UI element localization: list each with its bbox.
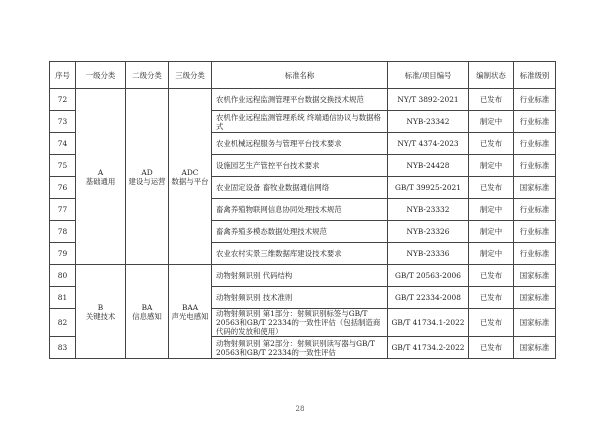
name-cell: 农业固定设备 畜牧业数据通信网络 (212, 177, 388, 199)
seq-cell: 78 (50, 221, 76, 243)
seq-cell: 77 (50, 199, 76, 221)
seq-cell: 82 (50, 309, 76, 337)
header-code: 标准/项目编号 (388, 62, 469, 89)
level-cell: 行业标准 (514, 133, 556, 155)
seq-cell: 80 (50, 265, 76, 287)
code-cell: NYB-23336 (388, 243, 469, 265)
code-cell: NYB-23326 (388, 221, 469, 243)
name-cell: 农机作业远程监测管理系统 终端通信协议与数据格式 (212, 111, 388, 133)
level-cell: 行业标准 (514, 221, 556, 243)
header-row (50, 62, 556, 89)
level-cell: 行业标准 (514, 155, 556, 177)
code-cell: NYB-24428 (388, 155, 469, 177)
seq-cell: 81 (50, 287, 76, 309)
status-cell: 制定中 (469, 221, 514, 243)
group-cat3-cell: ADC 数据与平台 (169, 89, 212, 265)
status-cell: 制定中 (469, 199, 514, 221)
code-cell: NYB-23332 (388, 199, 469, 221)
status-cell: 已发布 (469, 287, 514, 309)
level-cell: 国家标准 (514, 177, 556, 199)
header-status: 编制状态 (469, 62, 514, 89)
seq-cell: 75 (50, 155, 76, 177)
header-cat1: 一级分类 (76, 62, 126, 89)
code-cell: NYB-23342 (388, 111, 469, 133)
seq-cell: 83 (50, 337, 76, 359)
name-cell: 畜禽养殖多模态数据处理技术规范 (212, 221, 388, 243)
group-cat2-cell: BA 信息感知 (126, 265, 169, 359)
header-cat3: 三级分类 (169, 62, 212, 89)
seq-cell: 79 (50, 243, 76, 265)
status-cell: 已发布 (469, 133, 514, 155)
level-cell: 行业标准 (514, 89, 556, 111)
level-cell: 国家标准 (514, 309, 556, 337)
level-cell: 行业标准 (514, 199, 556, 221)
header-cat2: 二级分类 (126, 62, 169, 89)
level-cell: 国家标准 (514, 265, 556, 287)
level-cell: 行业标准 (514, 111, 556, 133)
page-number: 28 (295, 405, 305, 413)
status-cell: 已发布 (469, 89, 514, 111)
status-cell: 制定中 (469, 155, 514, 177)
seq-cell: 73 (50, 111, 76, 133)
standards-table (49, 61, 556, 359)
name-cell: 农业农村实景三维数据库建设技术要求 (212, 243, 388, 265)
header-name: 标准名称 (212, 62, 388, 89)
code-cell: NY/T 4374-2023 (388, 133, 469, 155)
status-cell: 已发布 (469, 177, 514, 199)
status-cell: 制定中 (469, 243, 514, 265)
group-cat3-cell: BAA 声光电感知 (169, 265, 212, 359)
group-cat1-cell: A 基础通用 (76, 89, 126, 265)
name-cell: 动物射频识别 技术准则 (212, 287, 388, 309)
level-cell: 行业标准 (514, 243, 556, 265)
level-cell: 国家标准 (514, 287, 556, 309)
header-seq: 序号 (50, 62, 76, 89)
name-cell: 农业机械远程服务与管理平台技术要求 (212, 133, 388, 155)
group-cat2-cell: AD 建设与运营 (126, 89, 169, 265)
name-cell: 畜禽养殖物联网信息协同处理技术规范 (212, 199, 388, 221)
status-cell: 已发布 (469, 309, 514, 337)
table-row (50, 89, 556, 111)
code-cell: GB/T 20563-2006 (388, 265, 469, 287)
name-cell: 动物射频识别 代码结构 (212, 265, 388, 287)
seq-cell: 72 (50, 89, 76, 111)
name-cell: 动物射频识别 第2部分：射频识别读写器与GB/T 20563和GB/T 22334的一致性评估 (212, 337, 388, 359)
table-row (50, 265, 556, 287)
status-cell: 已发布 (469, 265, 514, 287)
level-cell: 国家标准 (514, 337, 556, 359)
status-cell: 制定中 (469, 111, 514, 133)
code-cell: GB/T 41734.2-2022 (388, 337, 469, 359)
name-cell: 设施园艺生产管控平台技术要求 (212, 155, 388, 177)
code-cell: NY/T 3892-2021 (388, 89, 469, 111)
status-cell: 已发布 (469, 337, 514, 359)
seq-cell: 74 (50, 133, 76, 155)
header-level: 标准级别 (514, 62, 556, 89)
code-cell: GB/T 22334-2008 (388, 287, 469, 309)
code-cell: GB/T 41734.1-2022 (388, 309, 469, 337)
group-cat1-cell: B 关键技术 (76, 265, 126, 359)
seq-cell: 76 (50, 177, 76, 199)
name-cell: 动物射频识别 第1部分：射频识别标签与GB/T 20563和GB/T 22334的一致性评估（包括制造商代码的发放和使用） (212, 309, 388, 337)
code-cell: GB/T 39925-2021 (388, 177, 469, 199)
name-cell: 农机作业远程监测管理平台数据交换技术规范 (212, 89, 388, 111)
